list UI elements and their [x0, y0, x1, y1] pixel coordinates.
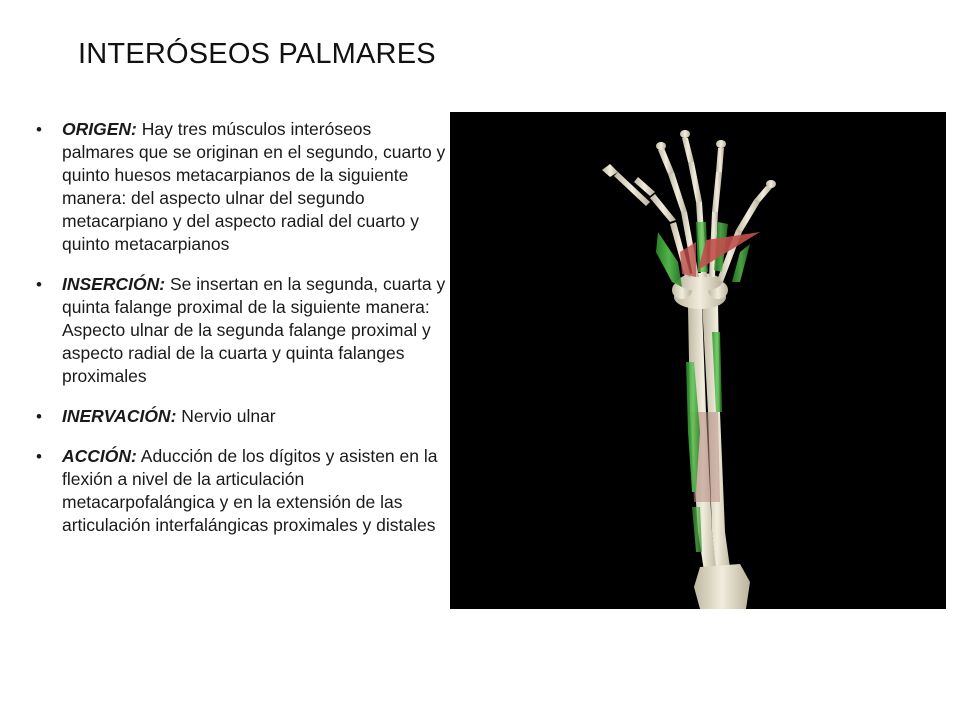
forearm-hand-skeleton-illustration — [450, 112, 946, 609]
bullet-text: Nervio ulnar — [181, 406, 276, 426]
slide-title: INTERÓSEOS PALMARES — [78, 38, 436, 70]
bullet-term: ACCIÓN: — [62, 446, 137, 466]
bullet-inervacion — [36, 405, 446, 428]
bullet-accion — [36, 445, 446, 537]
bullet-list — [36, 118, 446, 554]
forearm-anatomy-image — [450, 112, 946, 609]
bullet-marker: • — [36, 447, 42, 466]
bullet-term: INSERCIÓN: — [62, 274, 166, 294]
bullet-term: INERVACIÓN: — [62, 406, 177, 426]
bullet-marker: • — [36, 407, 42, 426]
bullet-text: Aducción de los dígitos y asisten en la flexión a nivel de la articulación metacarpofalángica y en la extensión de las articulación interfalángicas proximales y distales — [62, 446, 438, 535]
bullet-text: Se insertan en la segunda, cuarta y quinta falange proximal de la siguiente manera: Aspecto ulnar de la segunda falange proximal y aspecto radial de la cuarta y quinta falanges proximales — [62, 274, 446, 386]
bullet-term: ORIGEN: — [62, 119, 137, 139]
bullet-marker: • — [36, 120, 42, 139]
bullet-origen — [36, 118, 446, 256]
bullet-insercion — [36, 273, 446, 388]
bullet-text: Hay tres músculos interóseos palmares que se originan en el segundo, cuarto y quinto huesos metacarpianos de la siguiente manera: del aspecto ulnar del segundo metacarpiano y del aspecto radial del cuarto y quinto metacarpianos — [62, 119, 446, 254]
bullet-marker: • — [36, 275, 42, 294]
